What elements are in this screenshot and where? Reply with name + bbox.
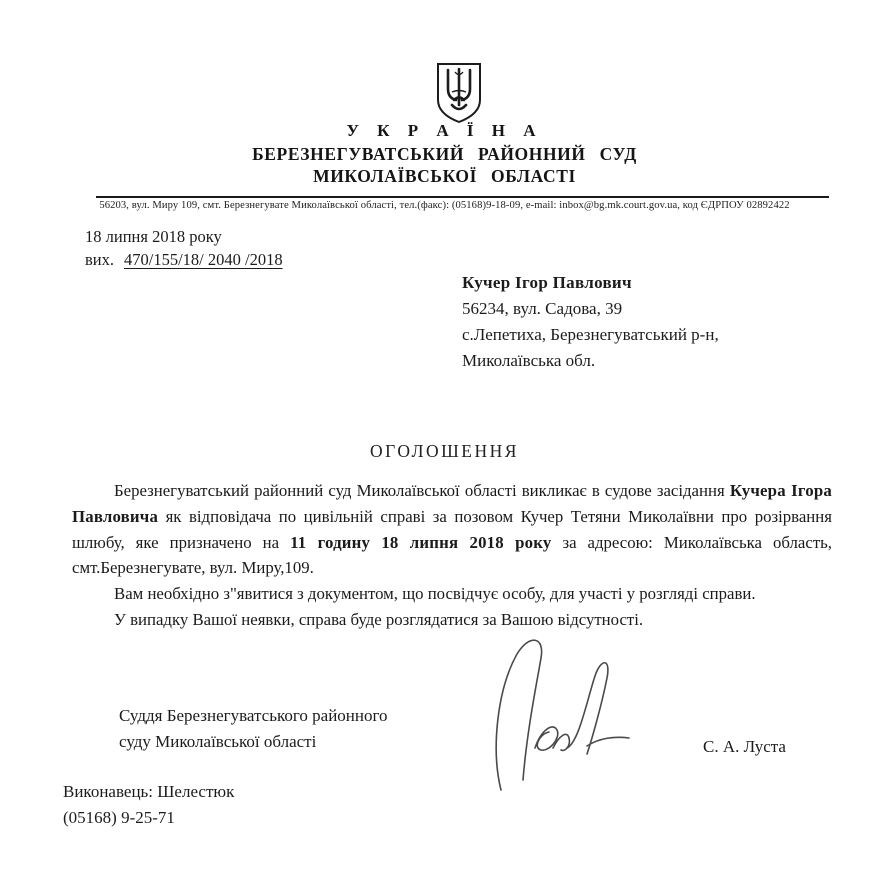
outgoing-number-label: вих.	[85, 250, 114, 269]
executor-block	[63, 779, 234, 831]
handwritten-signature-icon	[483, 630, 693, 800]
court-name-line1: БЕРЕЗНЕГУВАТСЬКИЙ РАЙОННИЙ СУД	[252, 144, 637, 164]
executor-name-line: Виконавець: Шелестюк	[63, 782, 235, 801]
summons-text-3: за адресою: Миколаївська область, смт.Березнегувате, вул. Миру,109.	[72, 532, 832, 578]
letter-date: 18 липня 2018 року	[85, 227, 222, 246]
paragraph-absence-warning: У випадку Вашої неявки, справа буде розглядатися за Вашою відсутності.	[114, 609, 644, 629]
outgoing-number-line	[85, 250, 289, 270]
judge-title-line2: суду Миколаївської області	[119, 732, 317, 751]
header-divider	[96, 196, 829, 198]
recipient-block	[462, 270, 719, 374]
paragraph-summons	[72, 478, 832, 581]
judge-title-line1: Суддя Березнегуватського районного	[119, 706, 388, 725]
outgoing-number-value: 470/155/18/ 2040 /2018	[124, 250, 283, 269]
recipient-address-line2: с.Лепетиха, Березнегуватський р-н,	[462, 325, 719, 344]
recipient-address-line3: Миколаївська обл.	[462, 351, 596, 370]
summons-text-2: як відповідача по цивільній справі за позовом Кучер Тетяни Миколаївни про розірвання шлюбу, яке призначено на	[72, 506, 832, 552]
defendant-name-bold: Кучера Ігора Павловича	[72, 481, 832, 526]
paragraph-id-requirement: Вам необхідно з"явитися з документом, що посвідчує особу, для участі у розгляді справи.	[114, 584, 756, 604]
executor-phone: (05168) 9-25-71	[63, 808, 175, 827]
recipient-name: Кучер Ігор Павлович	[462, 273, 632, 292]
judge-title-block	[119, 703, 388, 755]
country-name: У К Р А Ї Н А	[346, 121, 543, 140]
document-title: ОГОЛОШЕННЯ	[370, 441, 519, 461]
court-contact-line: 56203, вул. Миру 109, смт. Березнегувате Миколаївської області, тел.(факс): (05168)9-18-09, e-mail: inbox@bg.mk.court.gov.ua, код ЄДРПОУ 02892422	[99, 200, 790, 211]
recipient-address-line1: 56234, вул. Садова, 39	[462, 299, 623, 318]
hearing-datetime-bold: 11 годину 18 липня 2018 року	[290, 532, 552, 552]
ukraine-tryzub-icon	[434, 62, 484, 129]
judge-name: С. А. Луста	[703, 737, 786, 756]
summons-text-1: Березнегуватський районний суд Миколаївської області викликає в судове засідання	[114, 481, 730, 500]
court-name-line2: МИКОЛАЇВСЬКОЇ ОБЛАСТІ	[313, 166, 576, 186]
letter-body	[72, 478, 832, 633]
